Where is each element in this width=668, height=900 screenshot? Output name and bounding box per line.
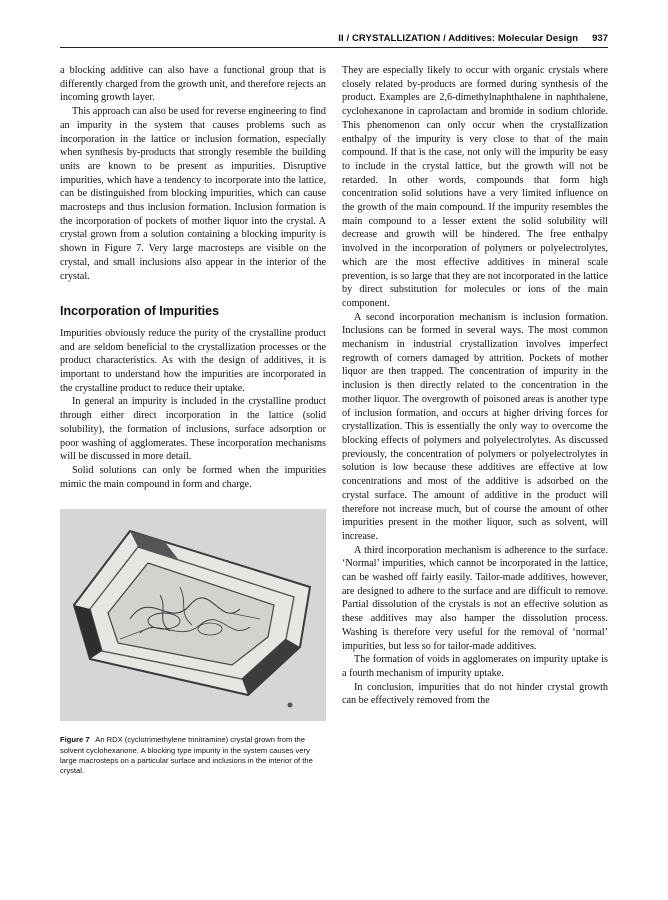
paragraph: In conclusion, impurities that do not hinder crystal growth can be effectively removed from the <box>342 681 608 707</box>
figure-caption <box>60 735 326 776</box>
figure-caption-text: An RDX (cyclotrimethylene trinitramine) crystal grown from the solvent cyclohexanone. A blocking type impurity in the system causes very large macrosteps on a particular surface and inclusions in the interior of the crystal. <box>60 735 313 775</box>
left-column <box>60 64 326 776</box>
paragraph: Solid solutions can only be formed when the impurities mimic the main compound in form and charge. <box>60 464 326 490</box>
figure-7-crystal-photo <box>60 509 326 721</box>
crystal-image <box>60 509 326 721</box>
right-column <box>342 64 608 708</box>
figure-caption-label: Figure 7 <box>60 735 90 745</box>
running-header <box>60 28 608 48</box>
page-number: 937 <box>592 33 608 44</box>
section-heading: Incorporation of Impurities <box>60 304 220 319</box>
paragraph: The formation of voids in agglomerates on impurity uptake is a fourth mechanism of impurity uptake. <box>342 654 608 679</box>
paragraph: A third incorporation mechanism is adherence to the surface. ‘Normal’ impurities, which cannot be incorporated in the lattice, can be washed off fairly easily. Tailor-made additives, however, are designed to adhere to the surface and are difficult to remove. Partial dissolution of the crystals is not an effective solution as these additives may also hamper the dissolution process. Washing is therefore very useful for the removal of ‘normal’ impurities, but less so for tailor-made additives. <box>342 544 608 652</box>
paragraph: Impurities obviously reduce the purity of the crystalline product and are seldom beneficial to the crystallization processes or the product characteristics. As with the design of additives, it is important to understand how the impurities are incorporated in the crystalline product to reduce their uptake. <box>60 327 326 394</box>
paragraph: In general an impurity is included in the crystalline product through either direct incorporation in the lattice (solid solubility), the formation of inclusions, surface adsorption or poor washing of agglomerates. These incorporation mechanisms will be discussed in more detail. <box>60 396 326 463</box>
paragraph: a blocking additive can also have a functional group that is differently charged from the growth unit, and therefore rejects an incoming growth layer. <box>60 65 326 104</box>
paragraph: They are especially likely to occur with organic crystals where closely related by-products are formed during synthesis of the product. Examples are 2,6-dimethylnaphthalene in naphthalene, cyclohexanone in caprolactam and bromide in sodium chloride. This phenomenon can only occur when the crystallization enthalpy of the impurity is very close to that of the main compound. If that is the case, not only will the impurity be easy to include in the crystal lattice, but the growth will not be retarded. In other words, compounds that form high concentration solid solutions have a very limited influence on the growth of the main compound. If the impurity resembles the main compound to a lesser extent the solid solubility will decrease and growth will be hindered. The free enthalpy involved in the incorporation of polymers or polyelectrolytes, which are the most effective additives in mineral scale prevention, is so large that they are not incorporated in the lattice by direct substitution for molecules or ions of the main component. <box>342 65 608 309</box>
running-head-title: II / CRYSTALLIZATION / Additives: Molecular Design <box>338 33 579 44</box>
paragraph: A second incorporation mechanism is inclusion formation. Inclusions can be formed in several ways. The most common mechanism in industrial crystallization involves imperfect regrowth of corners damaged by attrition. Pockets of mother liquor are then trapped. The concentration of impurity in the inclusion is then directly related to the concentration in the mother liquor. The overgrowth of poisoned areas is another type of inclusion formation, and occurs at higher driving forces for crystallization. This is essentially the only way to overcome the blocking effects of polymers and polyelectrolytes. As discussed previously, the concentration of polymers or polyelectrolytes in solution is low because these additives are effective at low concentrations and most of the additive is adsorbed on the crystal surface. The amount of additive in the product will therefore not increase much, but of course the amount of other impurities present in the mother liquor, such as solvent, will increase. <box>342 311 608 542</box>
paragraph: This approach can also be used for reverse engineering to find an impurity in the system that causes problems such as incorporation in the lattice or inclusion formation, especially when synthesis by-products that strongly resemble the building units are known to be present as impurities. Disruptive impurities, which have a tendency to incorporate into the lattice, can be distinguished from blocking impurities, which can cause macrosteps and thus inclusion formation. Inclusion formation is the incorporation of pockets of mother liquor into the crystal. A crystal grown from a solution containing a blocking impurity is shown in Figure 7. Very large macrosteps are visible on the crystal, and small inclusions also appear in the interior of the crystal. <box>60 106 326 282</box>
